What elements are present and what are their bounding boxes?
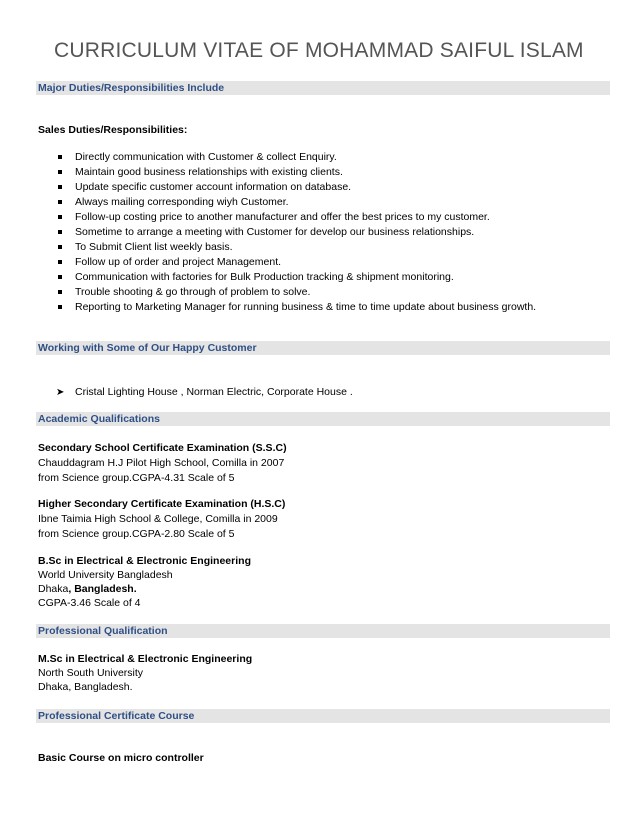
bullet-icon: [58, 245, 62, 249]
bullet-icon: [58, 200, 62, 204]
hsc-heading: Higher Secondary Certificate Examination (H.S.C): [38, 498, 286, 510]
bullet-icon: [58, 230, 62, 234]
bullet-icon: [58, 275, 62, 279]
bsc-heading: B.Sc in Electrical & Electronic Engineering: [38, 555, 251, 567]
hsc-result: from Science group.CGPA-2.80 Scale of 5: [38, 528, 235, 540]
sales-heading: Sales Duties/Responsibilities:: [38, 124, 188, 136]
section-duties-label: Major Duties/Responsibilities Include: [38, 82, 225, 94]
bullet-icon: [58, 290, 62, 294]
list-item: Maintain good business relationships with existing clients.: [56, 165, 536, 180]
list-item: Update specific customer account information on database.: [56, 180, 536, 195]
list-item: Communication with factories for Bulk Production tracking & shipment monitoring.: [56, 270, 536, 285]
bullet-icon: [58, 170, 62, 174]
section-certificate-label: Professional Certificate Course: [38, 710, 195, 722]
hsc-school: Ibne Taimia High School & College, Comilla in 2009: [38, 513, 278, 525]
certificate-course: Basic Course on micro controller: [38, 752, 204, 764]
msc-university: North South University: [38, 667, 144, 679]
arrow-bullet-icon: ➤: [56, 387, 65, 398]
list-item: Follow-up costing price to another manufacturer and offer the best prices to my customer.: [56, 210, 536, 225]
bsc-location: Dhaka, Bangladesh.: [38, 583, 137, 595]
sales-duties-list: [56, 150, 536, 315]
ssc-heading: Secondary School Certificate Examination (S.S.C): [38, 442, 287, 454]
customer-text: Cristal Lighting House , Norman Electric, Corporate House .: [75, 386, 353, 398]
ssc-school: Chauddagram H.J Pilot High School, Comilla in 2007: [38, 457, 285, 469]
bullet-icon: [58, 215, 62, 219]
bullet-icon: [58, 305, 62, 309]
msc-heading: M.Sc in Electrical & Electronic Engineering: [38, 653, 253, 665]
page-title: CURRICULUM VITAE OF MOHAMMAD SAIFUL ISLAM: [54, 39, 584, 62]
section-professional: [36, 624, 610, 638]
section-professional-label: Professional Qualification: [38, 625, 168, 637]
bullet-icon: [58, 185, 62, 189]
section-customers: [36, 341, 610, 355]
bsc-result: CGPA-3.46 Scale of 4: [38, 597, 141, 609]
section-academic-label: Academic Qualifications: [38, 413, 160, 425]
list-item: Reporting to Marketing Manager for running business & time to time update about business growth.: [56, 300, 536, 315]
list-item: To Submit Client list weekly basis.: [56, 240, 536, 255]
section-academic: [36, 412, 610, 426]
bullet-icon: [58, 155, 62, 159]
list-item: Follow up of order and project Management.: [56, 255, 536, 270]
list-item: Always mailing corresponding wiyh Customer.: [56, 195, 536, 210]
section-duties: [36, 81, 610, 95]
ssc-result: from Science group.CGPA-4.31 Scale of 5: [38, 472, 235, 484]
bullet-icon: [58, 260, 62, 264]
list-item: Sometime to arrange a meeting with Customer for develop our business relationships.: [56, 225, 536, 240]
customer-list-item: [56, 385, 353, 400]
section-certificate: [36, 709, 610, 723]
msc-location: Dhaka, Bangladesh.: [38, 681, 133, 693]
bsc-university: World University Bangladesh: [38, 569, 173, 581]
list-item: Trouble shooting & go through of problem to solve.: [56, 285, 536, 300]
section-customers-label: Working with Some of Our Happy Customer: [38, 342, 257, 354]
list-item: Directly communication with Customer & collect Enquiry.: [56, 150, 536, 165]
